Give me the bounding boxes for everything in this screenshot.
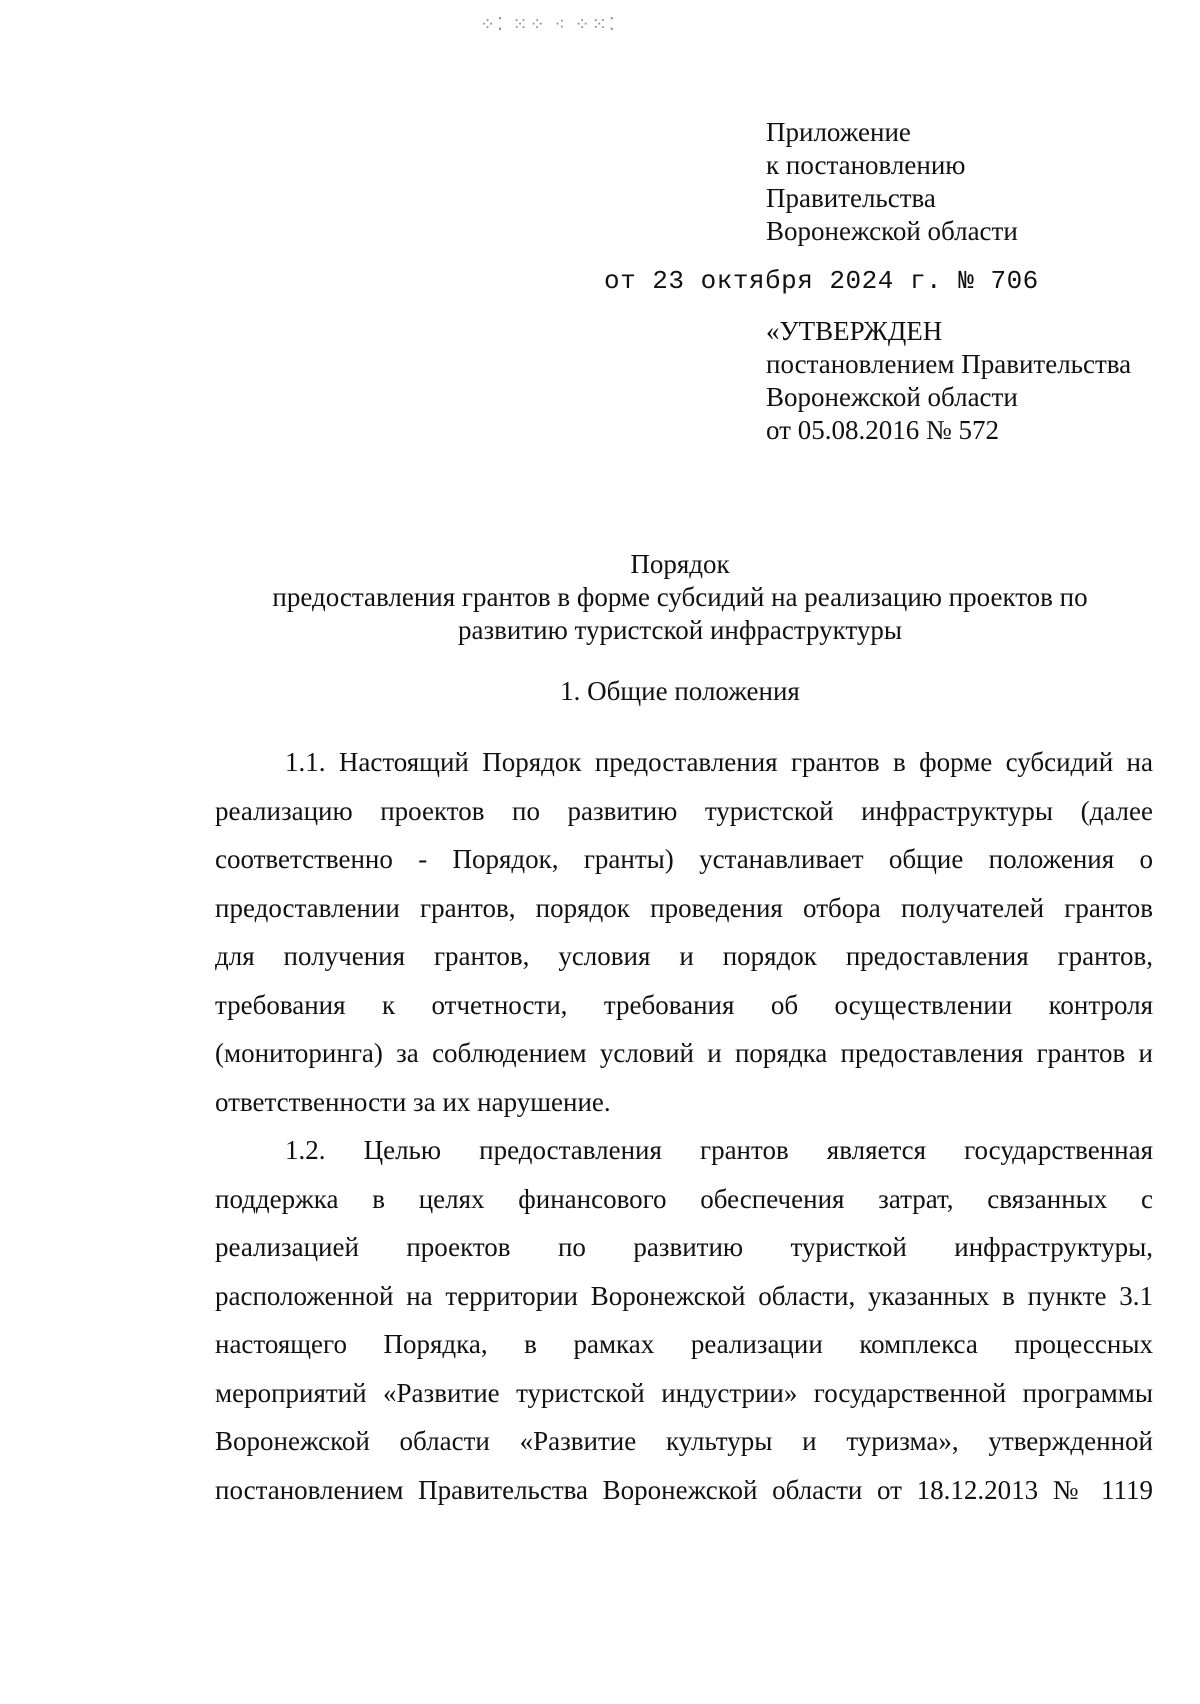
document-title (150, 548, 1200, 647)
approved-line: Воронежской области (766, 382, 1018, 412)
paragraph-line: поддержка в целях финансового обеспечения затрат, связанных с (215, 1183, 1153, 1214)
paragraph-line: постановлением Правительства Воронежской области от 18.12.2013 № 1119 (215, 1474, 1153, 1505)
paragraph-line: предоставлении грантов, порядок проведения отбора получателей грантов (215, 892, 1153, 923)
paragraph-line: Воронежской области «Развитие культуры и туризма», утвержденной (215, 1426, 1153, 1456)
paragraph-line: (мониторинга) за соблюдением условий и порядка предоставления грантов и (215, 1038, 1153, 1068)
approved-line: постановлением Правительства (766, 349, 1132, 379)
approved-line: от 05.08.2016 № 572 (766, 415, 999, 445)
paragraph-line: расположенной на территории Воронежской области, указанных в пункте 3.1 (215, 1280, 1153, 1311)
paragraph-line: для получения грантов, условия и порядок предоставления грантов, (215, 941, 1153, 971)
title-line: Порядок (630, 549, 730, 579)
appendix-line: Приложение (766, 117, 911, 147)
paragraph-line: 1.2. Целью предоставления грантов является государственная (285, 1135, 1153, 1165)
paragraph-line: реализацию проектов по развитию туристской инфраструктуры (далее (215, 795, 1153, 826)
paragraph-line: реализацией проектов по развитию туристкой инфраструктуры, (215, 1232, 1153, 1262)
paragraph-line: настоящего Порядка, в рамках реализации комплекса процессных (215, 1329, 1153, 1359)
scan-artifact-top: ⁘⁚ ⁙⁘ ⁖ ⁘⁙⁚ (480, 14, 617, 35)
title-line: предоставления грантов в форме субсидий на реализацию проектов по (272, 582, 1088, 612)
paragraph-line: ответственности за их нарушение. (215, 1086, 611, 1117)
paragraph-line: соответственно - Порядок, гранты) устанавливает общие положения о (215, 844, 1153, 874)
appendix-line: к постановлению (766, 150, 966, 180)
paragraph-line: требования к отчетности, требования об осуществлении контроля (215, 989, 1153, 1020)
paragraph-1-2 (215, 1126, 1153, 1514)
document-body (215, 738, 1153, 1514)
paragraph-1-1 (215, 738, 1153, 1126)
decree-date: от 23 октября 2024 г. № 706 (604, 266, 1039, 296)
section-heading: 1. Общие положения (560, 676, 800, 706)
appendix-line: Воронежской области (766, 216, 1018, 246)
title-line: развитию туристской инфраструктуры (458, 615, 902, 645)
approved-line: «УТВЕРЖДЕН (766, 316, 943, 346)
appendix-line: Правительства (766, 183, 936, 213)
paragraph-line: мероприятий «Развитие туристской индустрии» государственной программы (215, 1377, 1153, 1408)
paragraph-line: 1.1. Настоящий Порядок предоставления грантов в форме субсидий на (285, 747, 1153, 777)
appendix-block (766, 116, 1018, 248)
approved-block (766, 315, 1131, 447)
